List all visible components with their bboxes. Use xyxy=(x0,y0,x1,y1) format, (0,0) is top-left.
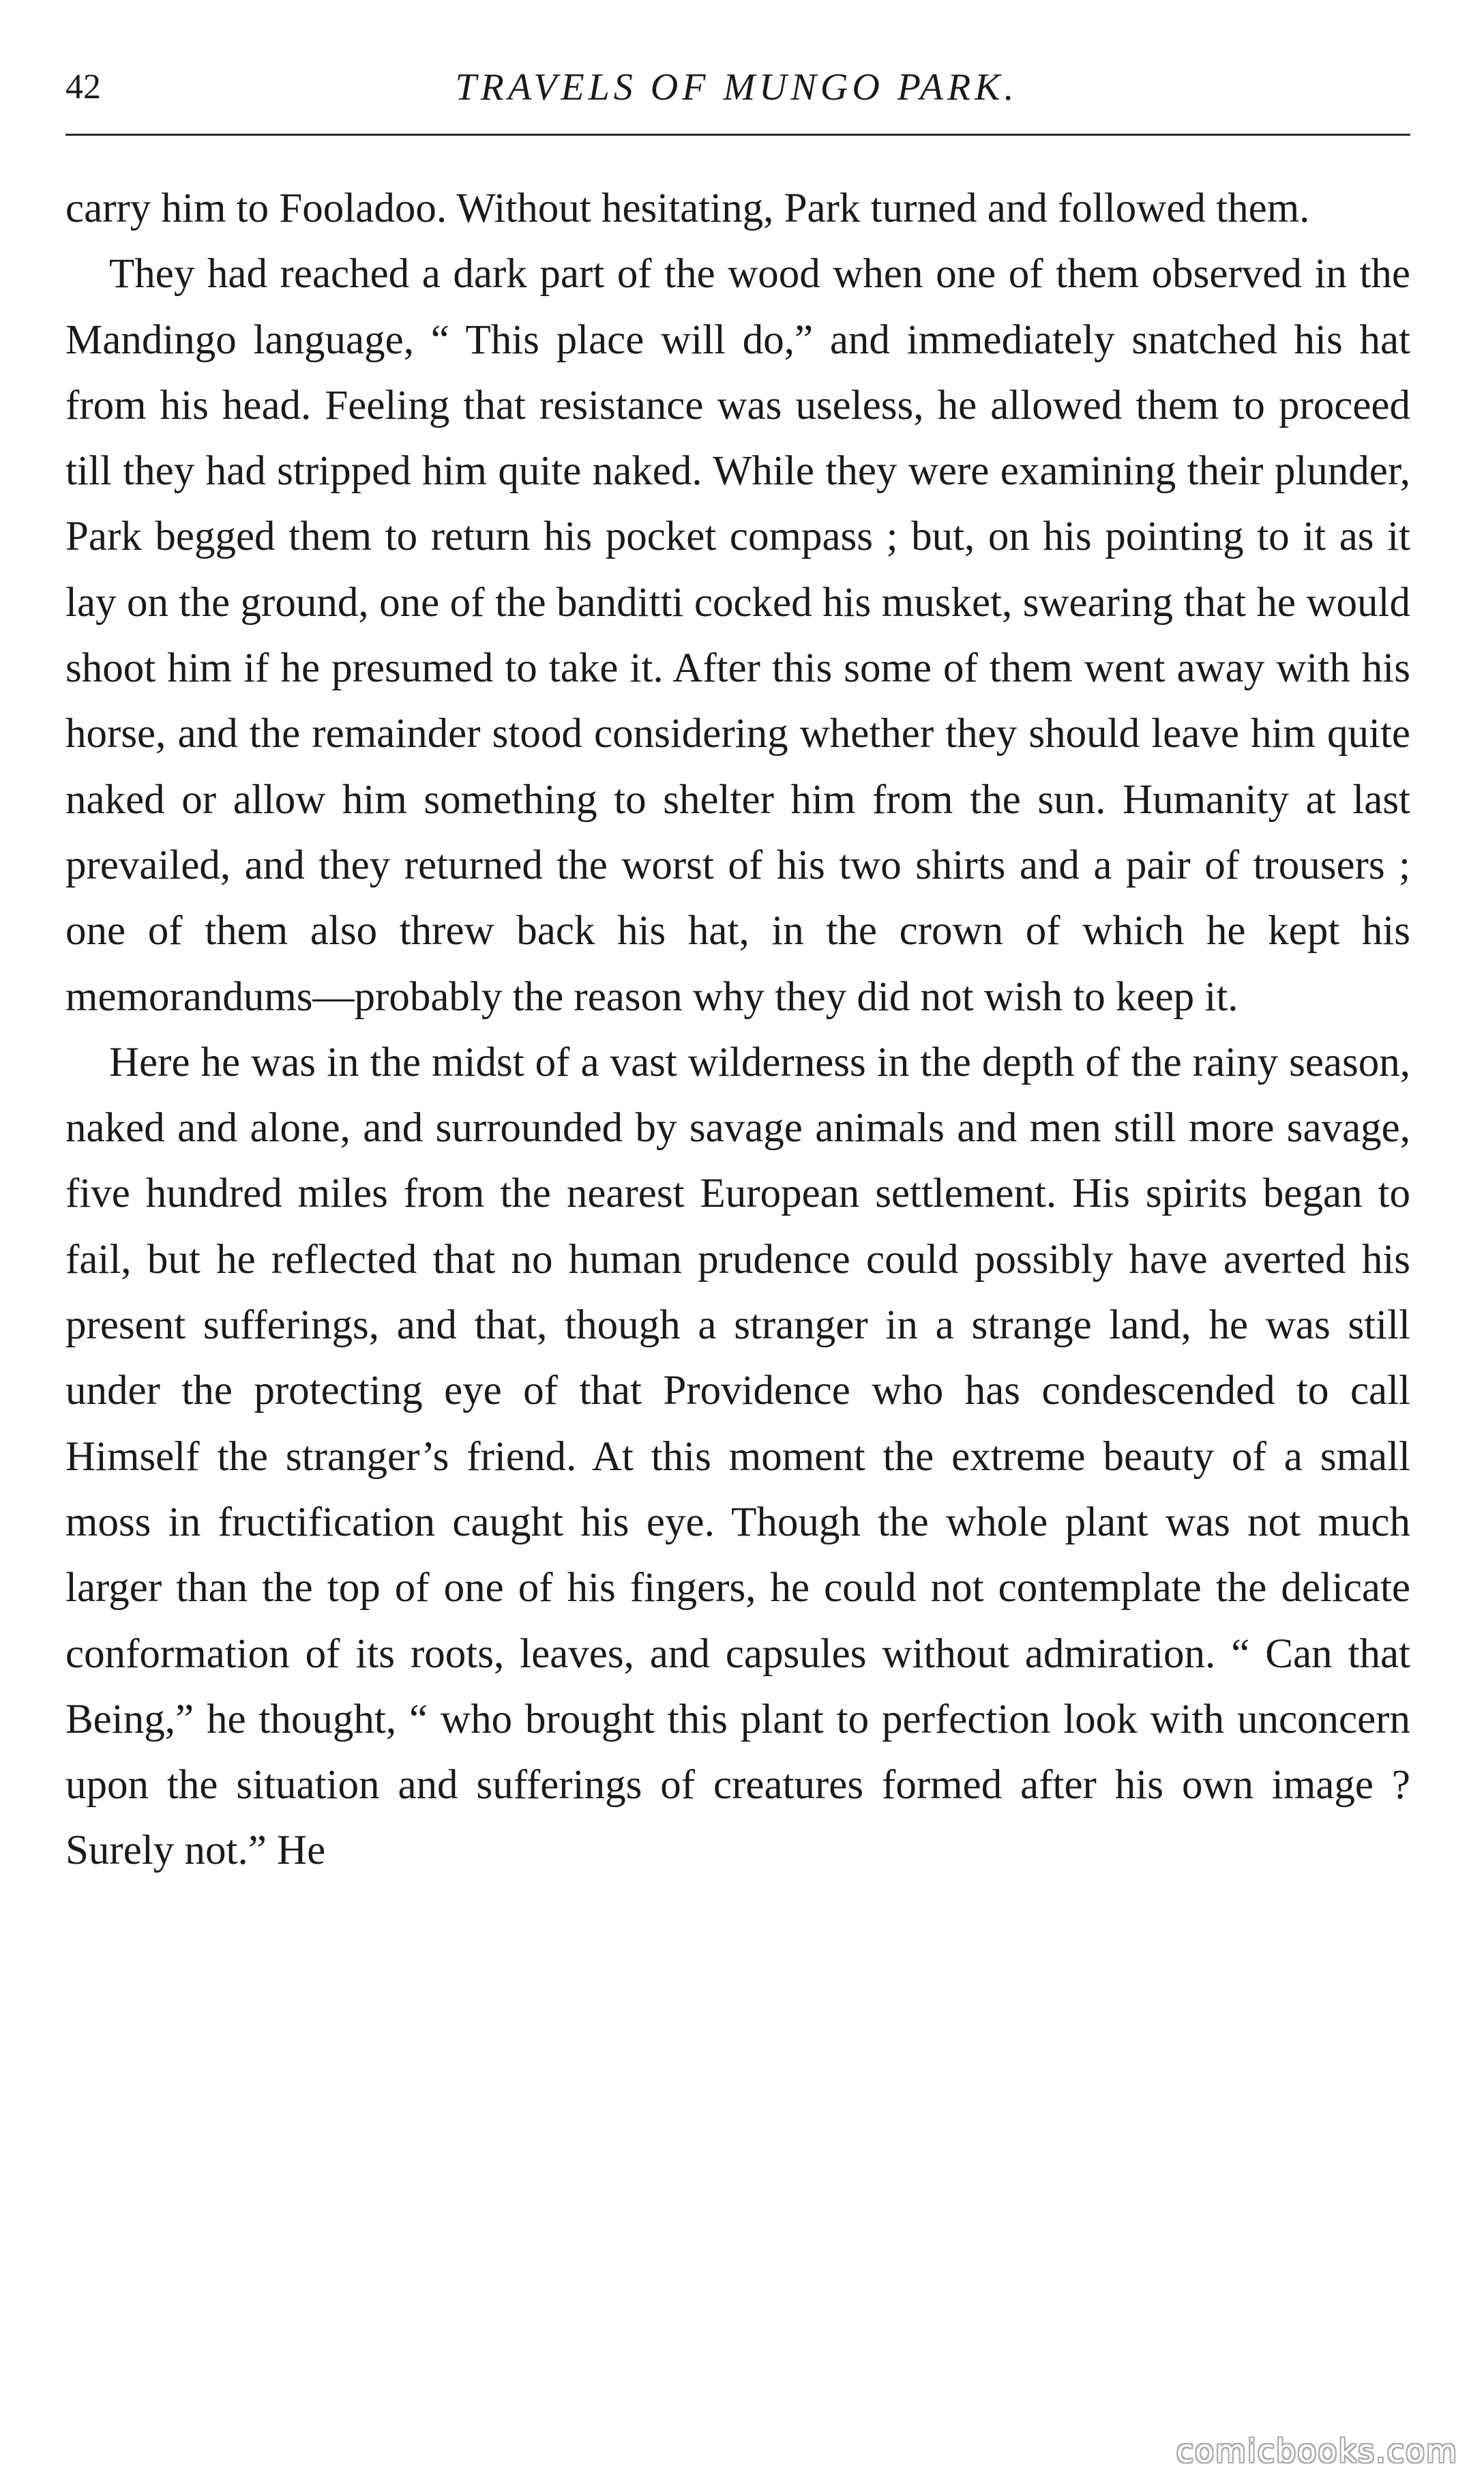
paragraph-robbery: They had reached a dark part of the wood when one of them observed in the Mandingo language, “ This place will do,” and immediately snatched his hat from his head. Feeling that resistance was useless, he allowed them to proceed till they had stripped him quite naked. While they were examining their plunder, Park begged them to return his pocket compass ; but, on his pointing to it as it lay on the ground, one of the banditti cocked his musket, swearing that he would shoot him if he presumed to take it. After this some of them went away with his horse, and the remainder stood considering whether they should leave him quite naked or allow him something to shelter him from the sun. Humanity at last prevailed, and they returned the worst of his two shirts and a pair of trousers ; one of them also threw back his hat, in the crown of which he kept his memorandums—probably the reason why they did not wish to keep it. xyxy=(65,251,1410,1020)
body-text xyxy=(65,176,1410,1884)
page-number: 42 xyxy=(65,68,101,106)
header-rule xyxy=(65,134,1410,136)
page-header xyxy=(65,60,1408,115)
paragraph-continued: carry him to Fooladoo. Without hesitating, Park turned and followed them. xyxy=(65,186,1310,231)
paragraph-wilderness: Here he was in the midst of a vast wilderness in the depth of the rainy season, naked and alone, and surrounded by savage animals and men still more savage, five hundred miles from the nearest European settlement. His spirits began to fail, but he reflected that no human prudence could possibly have averted his present sufferings, and that, though a stranger in a strange land, he was still under the protecting eye of that Providence who has condescended to call Himself the stranger’s friend. At this moment the extreme beauty of a small moss in fructification caught his eye. Though the whole plant was not much larger than the top of one of his fingers, he could not contemplate the delicate conformation of its roots, leaves, and capsules without admiration. “ Can that Being,” he thought, “ who brought this plant to perfection look with unconcern upon the situation and sufferings of creatures formed after his own image ? Surely not.” He xyxy=(65,1039,1410,1874)
running-title: TRAVELS OF MUNGO PARK. xyxy=(455,66,1018,108)
watermark-logo: comicbooks.com xyxy=(1176,2433,1458,2470)
